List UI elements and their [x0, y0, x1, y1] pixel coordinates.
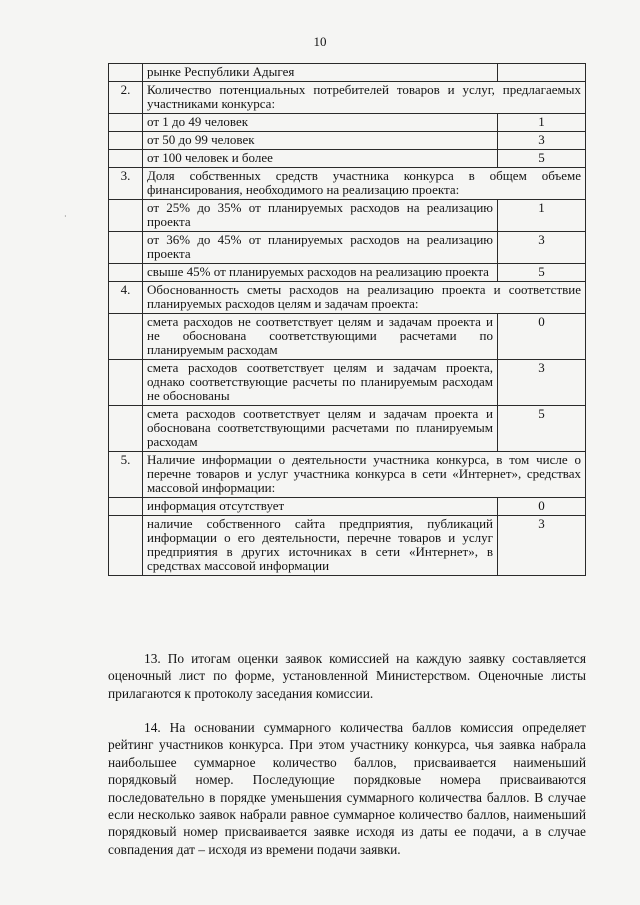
option-number-cell: [109, 114, 143, 132]
criterion-number: 2.: [109, 82, 143, 114]
criterion-title: Доля собственных средств участника конкурса в общем объеме финансирования, необходимого на реализацию проекта:: [143, 168, 586, 200]
option-score: 1: [498, 114, 586, 132]
paragraph-14: 14. На основании суммарного количества баллов комиссия определяет рейтинг участников конкурса. При этом участнику конкурса, чья заявка набрала наибольшее суммарное количество баллов, присваивается наименьший порядковый номер. Последующие порядковые номера присваиваются последовательно в порядке уменьшения суммарного количества баллов. В случае если несколько заявок набрали равное суммарное количество баллов, наименьший порядковый номер присваивается заявке исходя из даты ее подачи, а в случае совпадения дат – исходя из времени подачи заявки.: [108, 720, 586, 857]
option-score: 5: [498, 406, 586, 452]
option-description: наличие собственного сайта предприятия, публикаций информации о его деятельности, перечне товаров и услуг предприятия в других источниках в сети «Интернет», в средствах массовой информации: [143, 516, 498, 576]
option-description: свыше 45% от планируемых расходов на реализацию проекта: [143, 264, 498, 282]
criterion-number: 3.: [109, 168, 143, 200]
option-description: от 1 до 49 человек: [143, 114, 498, 132]
criterion-title: Количество потенциальных потребителей товаров и услуг, предлагаемых участниками конкурса:: [143, 82, 586, 114]
criterion-row: [109, 168, 586, 200]
option-score: 0: [498, 314, 586, 360]
option-score: 5: [498, 150, 586, 168]
option-number-cell: [109, 406, 143, 452]
option-number-cell: [109, 200, 143, 232]
margin-dot: ·: [64, 212, 67, 221]
criterion-number: 5.: [109, 452, 143, 498]
option-number-cell: [109, 498, 143, 516]
criteria-table-body: [109, 64, 586, 576]
option-description: смета расходов соответствует целям и задачам проекта и обоснована соответствующими расчетами по планируемым расходам: [143, 406, 498, 452]
option-number-cell: [109, 264, 143, 282]
option-description: от 36% до 45% от планируемых расходов на реализацию проекта: [143, 232, 498, 264]
option-row: [109, 150, 586, 168]
option-number-cell: [109, 360, 143, 406]
option-score: 3: [498, 360, 586, 406]
option-row: [109, 132, 586, 150]
option-row: [109, 314, 586, 360]
option-row: [109, 64, 586, 82]
criterion-row: [109, 82, 586, 114]
evaluation-criteria-table: [108, 63, 586, 576]
criterion-row: [109, 282, 586, 314]
option-row: [109, 498, 586, 516]
option-description: рынке Республики Адыгея: [143, 64, 498, 82]
option-description: информация отсутствует: [143, 498, 498, 516]
option-row: [109, 114, 586, 132]
criterion-number: 4.: [109, 282, 143, 314]
page-number: 10: [313, 34, 327, 49]
criterion-title: Наличие информации о деятельности участника конкурса, в том числе о перечне товаров и услуг участника конкурса в сети «Интернет», средствах массовой информации:: [143, 452, 586, 498]
option-description: от 25% до 35% от планируемых расходов на реализацию проекта: [143, 200, 498, 232]
option-row: [109, 232, 586, 264]
option-number-cell: [109, 64, 143, 82]
option-row: [109, 264, 586, 282]
option-number-cell: [109, 232, 143, 264]
option-number-cell: [109, 516, 143, 576]
option-row: [109, 360, 586, 406]
option-description: смета расходов не соответствует целям и задачам проекта и не обоснована соответствующими расчетами по планируемым расходам: [143, 314, 498, 360]
option-description: от 100 человек и более: [143, 150, 498, 168]
option-number-cell: [109, 314, 143, 360]
paragraph-13: 13. По итогам оценки заявок комиссией на каждую заявку составляется оценочный лист по форме, установленной Министерством. Оценочные листы прилагаются к протоколу заседания комиссии.: [108, 651, 586, 701]
option-score: 1: [498, 200, 586, 232]
option-score: 3: [498, 132, 586, 150]
option-row: [109, 516, 586, 576]
option-row: [109, 200, 586, 232]
option-description: от 50 до 99 человек: [143, 132, 498, 150]
option-score: [498, 64, 586, 82]
option-score: 3: [498, 516, 586, 576]
option-number-cell: [109, 150, 143, 168]
option-score: 0: [498, 498, 586, 516]
criterion-title: Обоснованность сметы расходов на реализацию проекта и соответствие планируемых расходов целям и задачам проекта:: [143, 282, 586, 314]
option-row: [109, 406, 586, 452]
criterion-row: [109, 452, 586, 498]
option-score: 5: [498, 264, 586, 282]
option-number-cell: [109, 132, 143, 150]
option-description: смета расходов соответствует целям и задачам проекта, однако соответствующие расчеты по планируемым расходам не обоснованы: [143, 360, 498, 406]
option-score: 3: [498, 232, 586, 264]
